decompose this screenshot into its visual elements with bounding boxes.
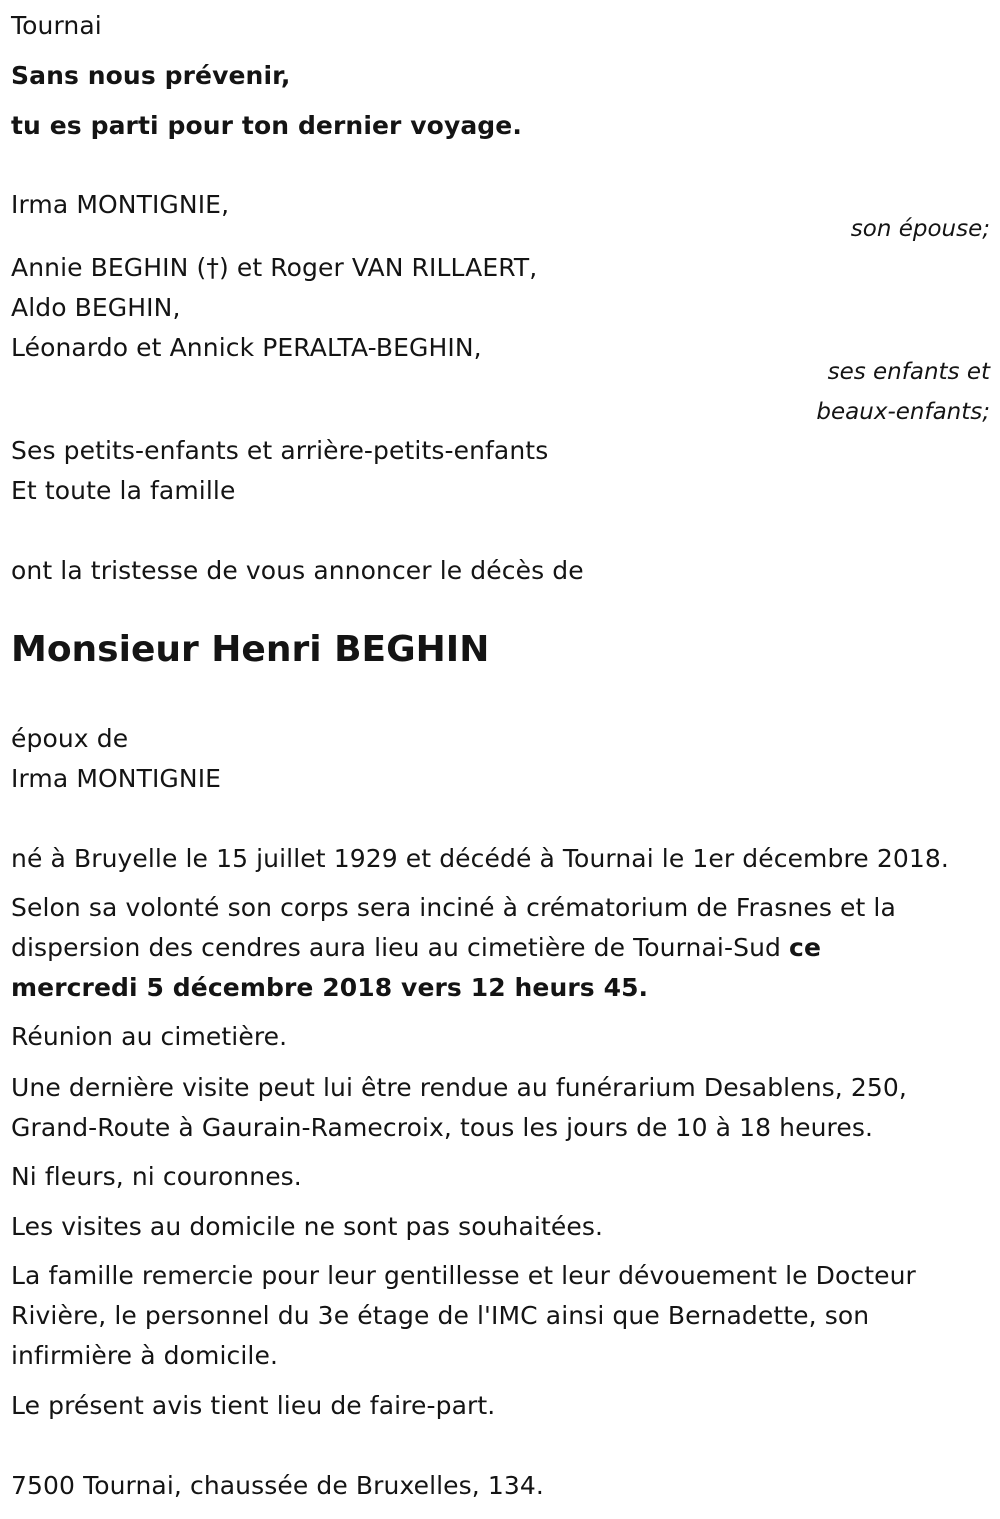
meeting-line: Réunion au cimetière. — [11, 1022, 288, 1051]
thanks-line-1: La famille remercie pour leur gentillesse et leur dévouement le Docteur — [11, 1261, 916, 1290]
cremation-date-start: ce — [789, 933, 822, 962]
place-heading: Tournai — [11, 11, 102, 40]
deceased-name: Monsieur Henri BEGHIN — [11, 629, 490, 670]
quote-line-1: Sans nous prévenir, — [11, 61, 291, 90]
thanks-line-2: Rivière, le personnel du 3e étage de l'IMC ainsi que Bernadette, son — [11, 1301, 870, 1330]
cremation-date: mercredi 5 décembre 2018 vers 12 heurs 45. — [11, 973, 649, 1002]
notice-line: Le présent avis tient lieu de faire-part. — [11, 1391, 496, 1420]
family-line: Et toute la famille — [11, 476, 236, 505]
child-line-2: Aldo BEGHIN, — [11, 293, 181, 322]
spouse-name: Irma MONTIGNIE, — [11, 190, 230, 219]
flowers-line: Ni fleurs, ni couronnes. — [11, 1162, 302, 1191]
spouse-role: son épouse; — [850, 216, 990, 242]
cremation-line-1: Selon sa volonté son corps sera inciné à crématorium de Frasnes et la — [11, 893, 896, 922]
children-role-line-1: ses enfants et — [827, 359, 990, 385]
spouse-name-repeat: Irma MONTIGNIE — [11, 764, 222, 793]
address-line: 7500 Tournai, chaussée de Bruxelles, 134. — [11, 1471, 544, 1500]
birth-death-line: né à Bruyelle le 15 juillet 1929 et décédé à Tournai le 1er décembre 2018. — [11, 844, 949, 873]
children-role-line-2: beaux-enfants; — [816, 399, 990, 425]
cremation-line-2 — [11, 928, 821, 968]
thanks-line-3: infirmière à domicile. — [11, 1341, 279, 1370]
home-visits-line: Les visites au domicile ne sont pas souhaitées. — [11, 1212, 604, 1241]
child-line-3: Léonardo et Annick PERALTA-BEGHIN, — [11, 333, 482, 362]
spouse-label: époux de — [11, 724, 129, 753]
cremation-line-2-text: dispersion des cendres aura lieu au cimetière de Tournai-Sud — [11, 933, 790, 962]
visit-line-1: Une dernière visite peut lui être rendue au funérarium Desablens, 250, — [11, 1073, 907, 1102]
quote-line-2: tu es parti pour ton dernier voyage. — [11, 111, 522, 140]
grandchildren-line: Ses petits-enfants et arrière-petits-enfants — [11, 436, 549, 465]
child-line-1: Annie BEGHIN (†) et Roger VAN RILLAERT, — [11, 253, 538, 282]
announcement-intro: ont la tristesse de vous annoncer le décès de — [11, 556, 584, 585]
visit-line-2: Grand-Route à Gaurain-Ramecroix, tous les jours de 10 à 18 heures. — [11, 1113, 873, 1142]
